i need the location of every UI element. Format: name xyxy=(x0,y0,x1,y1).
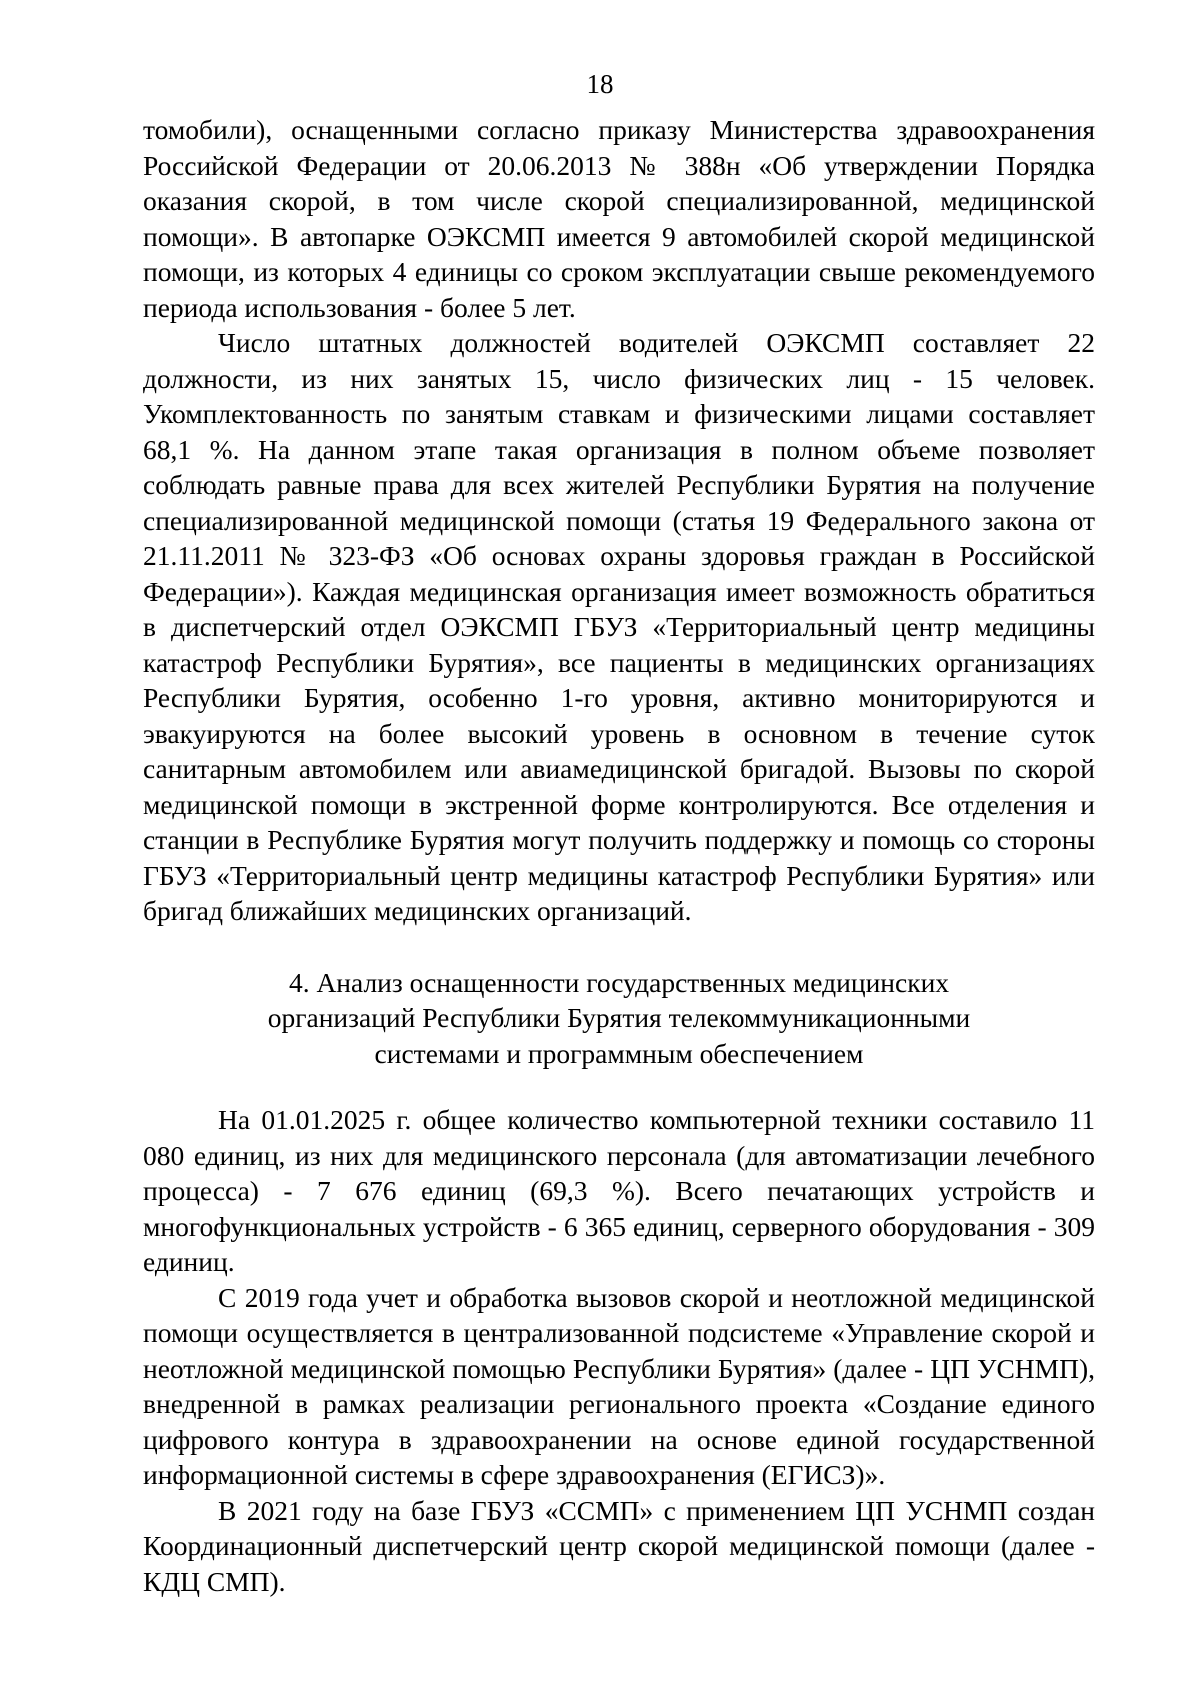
page-number: 18 xyxy=(586,69,614,99)
paragraph-coordination-center: В 2021 году на базе ГБУЗ «ССМП» с применением ЦП УСНМП создан Координационный диспетчерский центр скорой медицинской помощи (далее - КДЦ СМП). xyxy=(143,1494,1095,1597)
section-heading-line: организаций Республики Бурятия телекоммуникационными xyxy=(267,1002,971,1033)
section-heading-line: системами и программным обеспечением xyxy=(374,1037,864,1069)
paragraph-call-processing: С 2019 года учет и обработка вызовов скорой и неотложной медицинской помощи осуществляется в централизованной подсистеме «Управление скорой и неотложной медицинской помощью Республики Бурятия» (далее - ЦП УСНМП), внедренной в рамках реализации регионального проекта «Создание единого цифрового контура в здравоохранении на основе единой государственной информационной системы в сфере здравоохранения (ЕГИСЗ)». xyxy=(143,1281,1095,1490)
section-heading xyxy=(143,965,1095,1072)
paragraph-continuation: томобили), оснащенными согласно приказу Министерства здравоохранения Российской Федерации от 20.06.2013 № 388н «Об утверждении Порядка оказания скорой, в том числе скорой специализированной, медицинской помощи». В автопарке ОЭКСМП имеется 9 автомобилей скорой медицинской помощи, из которых 4 единицы со сроком эксплуатации свыше рекомендуемого периода использования - более 5 лет. xyxy=(143,114,1095,323)
paragraph-drivers-staffing: Число штатных должностей водителей ОЭКСМП составляет 22 должности, из них занятых 15, число физических лиц - 15 человек. Укомплектованность по занятым ставкам и физическими лицами составляет 68,1 %. На данном этапе такая организация в полном объеме позволяет соблюдать равные права для всех жителей Республики Бурятия на получение специализированной медицинской помощи (статья 19 Федерального закона от 21.11.2011 № 323-ФЗ «Об основах охраны здоровья граждан в Российской Федерации»). Каждая медицинская организация имеет возможность обратиться в диспетчерский отдел ОЭКСМП ГБУЗ «Территориальный центр медицины катастроф Республики Бурятия», все пациенты в медицинских организациях Республики Бурятия, особенно 1-го уровня, активно мониторируются и эвакуируются на более высокий уровень в основном в течение суток санитарным автомобилем или авиамедицинской бригадой. Вызовы по скорой медицинской помощи в экстренной форме контролируются. Все отделения и станции в Республике Бурятия могут получить поддержку и помощь со стороны ГБУЗ «Территориальный центр медицины катастроф Республики Бурятия» или бригад ближайших медицинских организаций. xyxy=(143,327,1095,926)
paragraph-computer-equipment: На 01.01.2025 г. общее количество компьютерной техники составило 11 080 единиц, из них для медицинского персонала (для автоматизации лечебного процесса) - 7 676 единиц (69,3 %). Всего печатающих устройств и многофункциональных устройств - 6 365 единиц, серверного оборудования - 309 единиц. xyxy=(143,1104,1095,1277)
section-heading-line: 4. Анализ оснащенности государственных медицинских xyxy=(288,966,950,998)
document-body xyxy=(143,112,1095,1599)
